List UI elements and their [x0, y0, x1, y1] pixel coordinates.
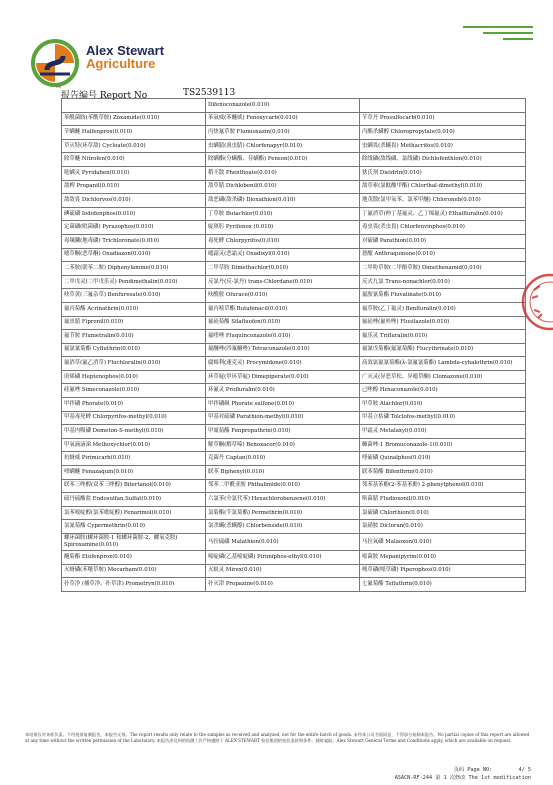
- table-cell: 敌恶磷(敌杀磷) Dioxathion(0.010): [206, 194, 360, 208]
- table-cell: 喹硫磷 Quinalphos(0.010): [360, 452, 526, 466]
- table-cell: 环氟灵 Profluralin(0.010): [206, 384, 360, 398]
- table-row: [62, 112, 526, 126]
- table-cell: 七氟菊酯 Tefluthrin(0.010): [360, 578, 526, 592]
- table-cell: 甲基内吸磷 Demeton-S-methyl(0.010): [62, 425, 206, 439]
- table-row: [62, 384, 526, 398]
- table-row: [62, 99, 526, 113]
- table-row: [62, 248, 526, 262]
- table-cell: 毒壤膦(地毒磷) Trichloronate(0.010): [62, 234, 206, 248]
- table-cell: 嘧啶磷(乙基嘧啶磷) Pirimiphos-ethyl(0.010): [206, 551, 360, 565]
- table-cell: 克菌丹 Captan(0.010): [206, 452, 360, 466]
- table-cell: 氟虫腈 Fipronil(0.010): [62, 316, 206, 330]
- table-row: [62, 578, 526, 592]
- table-cell: 呋草黄(三氟杂草) Benfuresate(0.010): [62, 289, 206, 303]
- table-row: [62, 262, 526, 276]
- table-row: [62, 398, 526, 412]
- table-row: [62, 425, 526, 439]
- table-cell: 反式九氯 Trans-nonachlor(0.010): [360, 275, 526, 289]
- table-row: [62, 194, 526, 208]
- table-cell: 扑灭津 Propazine(0.010): [206, 578, 360, 592]
- table-cell: 哒螨灵 Pyridaben(0.010): [62, 166, 206, 180]
- table-row: [62, 466, 526, 480]
- table-cell: 狄氏剂 Dieldrin(0.010): [360, 166, 526, 180]
- table-cell: 氯硝胺 Dicloran(0.010): [360, 520, 526, 534]
- table-cell: [360, 99, 526, 113]
- table-cell: 二甲草胺 Dimethachlor(0.010): [206, 262, 360, 276]
- table-row: [62, 221, 526, 235]
- table-cell: 哌草磷(哌草磷) Piperophos(0.010): [360, 564, 526, 578]
- table-cell: 扑草净 (捕草净、扑草津) Prometryn(0.010): [62, 578, 206, 592]
- table-cell: 丁草胺 Butachlor(0.010): [206, 207, 360, 221]
- table-cell: 氟乐灵 Trifluralin(0.010): [360, 330, 526, 344]
- table-cell: Difenoconazole(0.010): [206, 99, 360, 113]
- table-cell: 氟硅菊酯 Silafluofen(0.010): [206, 316, 360, 330]
- table-row: [62, 180, 526, 194]
- table-cell: 二甲戊灵(二甲戊乐灵) Pendimethalin(0.010): [62, 275, 206, 289]
- table-cell: 毒死蜱 Chlorpyrifos(0.010): [206, 234, 360, 248]
- table-cell: 呋酰胺 Ofurace(0.010): [206, 289, 360, 303]
- company-logo-icon: [30, 38, 80, 88]
- table-cell: 联苯 Biphenyl(0.010): [206, 466, 360, 480]
- table-cell: 甲拌磷砜 Phorate sulfone(0.010): [206, 398, 360, 412]
- table-cell: 硅氟唑 Simeconazole(0.010): [62, 384, 206, 398]
- table-cell: 氟醚唑(四氟醚唑) Tetraconazole(0.010): [206, 343, 360, 357]
- table-cell: 敌稗 Propanil(0.010): [62, 180, 206, 194]
- company-name: [86, 44, 164, 70]
- table-cell: 联苯三唑醇(双苯三唑醇) Bitertanol(0.010): [62, 479, 206, 493]
- table-cell: 抗蚜威 Pirimicarb(0.010): [62, 452, 206, 466]
- table-row: [62, 126, 526, 140]
- table-cell: 氯苯嘧啶醇(氯苯吡啶醇) Fenarimol(0.010): [62, 506, 206, 520]
- table-cell: 丙炔氟草胺 Flumioxazin(0.010): [206, 126, 360, 140]
- report-number-label: 报告编号 Report No: [61, 91, 148, 101]
- table-cell: 氟胺氰菊酯 Fluvalinate(0.010): [360, 289, 526, 303]
- table-row: [62, 153, 526, 167]
- table-cell: 己唑醇 Hexaconazole(0.010): [360, 384, 526, 398]
- table-row: [62, 289, 526, 303]
- report-number-value: TS2539113: [183, 88, 236, 98]
- table-row: [62, 302, 526, 316]
- table-row: [62, 479, 526, 493]
- table-cell: 敌敌畏 Dichlorvos(0.010): [62, 194, 206, 208]
- table-row: [62, 452, 526, 466]
- page-number-row: [395, 766, 531, 774]
- table-cell: 碘硫磷 Iodofenphos(0.010): [62, 207, 206, 221]
- document-code: ASACN-RF-244 第 1 次修改 The 1st modification: [394, 775, 531, 781]
- table-cell: 氟氯氰菊酯 Cyfluthrin(0.010): [62, 343, 206, 357]
- table-cell: 苯氧威(苯醚威) Fenoxycarb(0.010): [206, 112, 360, 126]
- company-name-line1: Alex Stewart: [86, 43, 165, 58]
- table-cell: 对硫磷 Parathion(0.010): [360, 234, 526, 248]
- table-cell: 腐霉利(速克灵) Procymidone(0.010): [206, 357, 360, 371]
- table-row: [62, 330, 526, 344]
- table-cell: 敌草索(氯酞酸甲酯) Chlorthal-dimethyl(0.010): [360, 180, 526, 194]
- table-cell: 敌草腈 Dichlobenil(0.010): [206, 180, 360, 194]
- table-cell: 糠菌唑-1 Bromuconazole-1(0.010): [360, 438, 526, 452]
- table-cell: 氟节胺 Flumetralin(0.010): [62, 330, 206, 344]
- table-cell: 马拉硫磷 Malathion(0.010): [206, 534, 360, 551]
- table-cell: 丙酯杀螨醇 Chloropropylate(0.010): [360, 126, 526, 140]
- table-cell: 氟草胺(乙丁氟灵) Benfluralin(0.010): [360, 302, 526, 316]
- company-name-line2: Agriculture: [86, 56, 156, 71]
- analyte-table: [61, 98, 526, 592]
- table-cell: 硫丹硫酸盐 Endosulfan,Sulfat(0.010): [62, 493, 206, 507]
- table-cell: 联苯菊酯 Bifenthrin(0.010): [360, 466, 526, 480]
- table-cell: 甲基毒死蜱 Chlorpyrifos-methyl(0.010): [62, 411, 206, 425]
- table-cell: 甲基立枯磷 Tolclofos-methyl(0.010): [360, 411, 526, 425]
- table-cell: 反氯丹(反-氯丹) trans-Chlordane(0.010): [206, 275, 360, 289]
- table-cell: 高效氯氟氰菊酯(λ-氯氟氰菊酯) Lambda-cyhalothrin(0.010): [360, 357, 526, 371]
- table-cell: 除线磷(敌线磷、氯线磷) Dichlofenthion(0.010): [360, 153, 526, 167]
- table-cell: 邻苯二甲酰亚胺 Phthalimide(0.010): [206, 479, 360, 493]
- table-cell: 灭蚜磷(苯噻草胺) Mecarbam(0.010): [62, 564, 206, 578]
- table-cell: 丁氟消草(伸丁基氟灵、乙丁烯氟灵) Ethalfluralin(0.010): [360, 207, 526, 221]
- table-row: [62, 551, 526, 565]
- page-info: [395, 766, 531, 782]
- table-cell: 甲基对硫磷 Parathion-methyl(0.010): [206, 411, 360, 425]
- table-row: [62, 564, 526, 578]
- table-cell: 氟喹唑 Fluquinconazole(0.010): [206, 330, 360, 344]
- table-row: [62, 438, 526, 452]
- table-row: [62, 520, 526, 534]
- table-cell: 氯硫磷 Chlorthion(0.010): [360, 506, 526, 520]
- table-cell: 地茂散(氯甲氧苯、氯苯甲醚) Chloroneb(0.010): [360, 194, 526, 208]
- table-cell: 氟丙嘧草酯 Butafenacil(0.010): [206, 302, 360, 316]
- table-cell: 草灭特(环草敌) Cycloate(0.010): [62, 139, 206, 153]
- table-row: [62, 234, 526, 248]
- table-cell: 广灭灵(异恶草松、异噁草酮) Clomazone(0.010): [360, 370, 526, 384]
- table-row: [62, 275, 526, 289]
- table-cell: 六氯苯(全氯代苯) Hexachlorobenzene(0.010): [206, 493, 360, 507]
- header-decoration: [463, 26, 533, 46]
- table-row: [62, 316, 526, 330]
- table-row: [62, 493, 526, 507]
- table-cell: 氟丙菊酯 Acrinathrin(0.010): [62, 302, 206, 316]
- table-cell: 二苯胺(联苯二胺) Diphenylamine(0.010): [62, 262, 206, 276]
- table-cell: 氯杀螨(杀螨醇) Chlorbenside(0.010): [206, 520, 360, 534]
- company-seal-stamp: [520, 272, 553, 332]
- table-cell: 甲草胺 Alachlor(0.010): [360, 398, 526, 412]
- table-cell: 定菌磷(吡菌磷) Pyrazophos(0.010): [62, 221, 206, 235]
- table-cell: 邻苯基苯酚(2-苯基苯酚) 2-phenylphenol(0.010): [360, 479, 526, 493]
- table-cell: 醚菊酯 Etofenprox(0.010): [62, 551, 206, 565]
- table-cell: 苄草丹 Prosulfocarb(0.010): [360, 112, 526, 126]
- table-cell: 蒽醌 Anthraquinone(0.010): [360, 248, 526, 262]
- table-cell: 甲霜灵 Metalaxyl(0.010): [360, 425, 526, 439]
- table-row: [62, 139, 526, 153]
- table-cell: 噁霜灵(恶霜灵) Oxadixyl(0.010): [206, 248, 360, 262]
- table-cell: 噁草酮(恶草酮) Oxadiazon(0.010): [62, 248, 206, 262]
- table-cell: 咯菌腈 Fludioxonil(0.010): [360, 493, 526, 507]
- table-cell: 除螨酯(分螨酯、芬螨酯) Fenson(0.010): [206, 153, 360, 167]
- table-cell: 啶斑肟 Pyrifenox (0.010): [206, 221, 360, 235]
- table-cell: 庚烯磷 Heptenophos(0.010): [62, 370, 206, 384]
- table-cell: 马拉氧磷 Malaoxon(0.010): [360, 534, 526, 551]
- table-row: [62, 411, 526, 425]
- table-row: [62, 506, 526, 520]
- table-cell: 氟消草(氟乙消草) Fluchloralin(0.010): [62, 357, 206, 371]
- table-cell: 稻丰散 Phenthoate(0.010): [206, 166, 360, 180]
- table-cell: 喹螨醚 Fenazaquin(0.010): [62, 466, 206, 480]
- table-cell: 氯菊酯(苄氯菊酯) Permethrin(0.010): [206, 506, 360, 520]
- report-disclaimer: 本结果仅对来样负责。不经批准复制报告，本报告无效。The report results only relate to the samples as received and analyzed, not for the entire batch of goods. 未经本公司书面同意，不得部分复制本报告。No partial copies of this report are allowed at any time without the written permission of the Laboratory. 本报告涉及到的检测工作严格遵照于 ALEX STEWART 检验集团的检验条款和条件。随时索取。Alex Stewart General Terms and Conditions apply, which are available on request.: [25, 732, 530, 743]
- page-number-value: 4/ 5: [518, 767, 531, 773]
- table-row: [62, 343, 526, 357]
- table-cell: 甲氰菊酯 Fenpropathrin(0.010): [206, 425, 360, 439]
- table-cell: 甲氧滴滴涕 Methoxychlor(0.010): [62, 438, 206, 452]
- table-row: [62, 370, 526, 384]
- table-cell: 虫螨腈(溴虫腈) Chlorfenapyr(0.010): [206, 139, 360, 153]
- analyte-table-body: [62, 99, 526, 592]
- table-cell: 灭蚁灵 Mirex(0.010): [206, 564, 360, 578]
- table-cell: 环草啶(甲环草啶) Dimepiperate(0.010): [206, 370, 360, 384]
- table-cell: 虫螨畏(杀螨畏) Methacrifos(0.010): [360, 139, 526, 153]
- table-cell: 苄螨醚 Halfenprox(0.010): [62, 126, 206, 140]
- trademark-mark: TM: [55, 84, 61, 89]
- table-cell: 二甲吩草胺(二甲酚草胺) Dimethenamid(0.010): [360, 262, 526, 276]
- table-row: [62, 357, 526, 371]
- table-cell: [62, 99, 206, 113]
- page-number-label: 页码 Page NO:: [453, 767, 493, 773]
- table-cell: 解草酮(解草嗪) Benoxacor(0.010): [206, 438, 360, 452]
- table-cell: 苯酰菌胺(苯酰草胺) Zoxamide(0.010): [62, 112, 206, 126]
- table-cell: 氯氰菊酯 Cypermethrin(0.010): [62, 520, 206, 534]
- table-cell: 毒虫畏(杀虫畏) Chlorfenvinphos(0.010): [360, 221, 526, 235]
- table-row: [62, 166, 526, 180]
- table-cell: 氟氰戊菊酯(氟氰菊酯) Flucythrinate(0.010): [360, 343, 526, 357]
- table-cell: 氟硅唑(氟哇唑) Flusilazole(0.010): [360, 316, 526, 330]
- table-cell: 螺环菌胺(螺环菌胺-1 和螺环菌胺-2、螺氧克胺) Spiroxamine(0.010): [62, 534, 206, 551]
- table-cell: 嘧菌胺 Mepanipyrim(0.010): [360, 551, 526, 565]
- table-cell: 甲拌磷 Phorate(0.010): [62, 398, 206, 412]
- table-row: [62, 534, 526, 551]
- table-cell: 除草醚 Nitrofen(0.010): [62, 153, 206, 167]
- table-row: [62, 207, 526, 221]
